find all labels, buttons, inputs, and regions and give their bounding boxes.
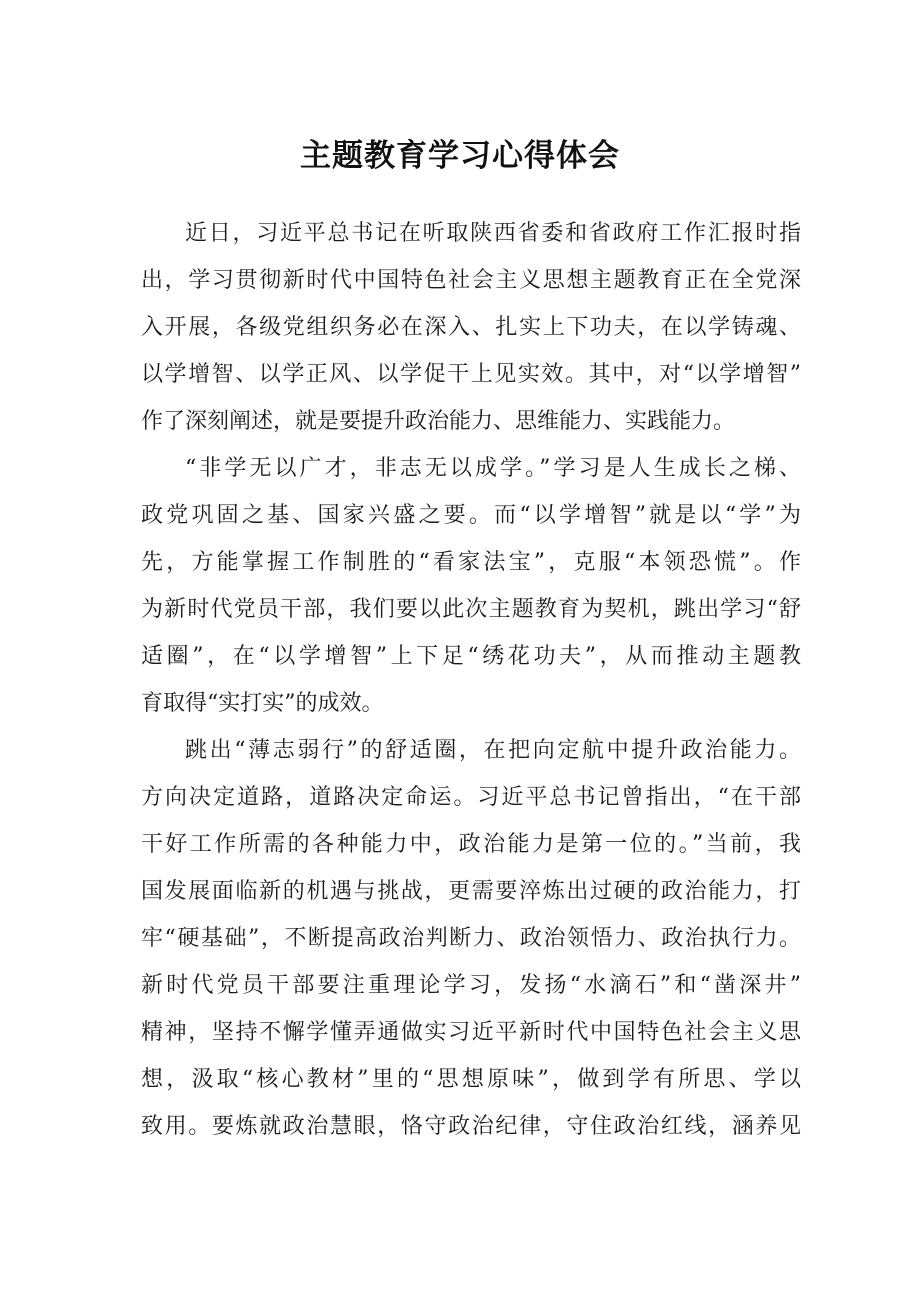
document-body bbox=[141, 210, 801, 1150]
paragraph-2-line-5: 适圈”，在“以学增智”上下足“绣花功夫”，从而推动主题教 bbox=[141, 644, 801, 669]
paragraph-1-line-3: 入开展，各级党组织务必在深入、扎实上下功夫，在以学铸魂、 bbox=[141, 315, 801, 340]
paragraph-3-line-8: 想，汲取“核心教材”里的“思想原味”，做到学有所思、学以 bbox=[141, 1067, 801, 1092]
paragraph-1-line-2: 出，学习贯彻新时代中国特色社会主义思想主题教育正在全党深 bbox=[141, 268, 801, 293]
paragraph-3-line-6: 新时代党员干部要注重理论学习，发扬“水滴石”和“凿深井” bbox=[141, 973, 801, 998]
paragraph-2-line-4: 为新时代党员干部，我们要以此次主题教育为契机，跳出学习“舒 bbox=[141, 597, 801, 622]
paragraph-2-line-6: 育取得“实打实”的成效。 bbox=[141, 691, 384, 716]
paragraph-2-line-1: “非学无以广才，非志无以成学。”学习是人生成长之梯、 bbox=[185, 456, 801, 481]
document-title: 主题教育学习心得体会 bbox=[300, 138, 620, 174]
paragraph-3-line-9: 致用。要炼就政治慧眼，恪守政治纪律，守住政治红线，涵养见 bbox=[141, 1114, 801, 1139]
paragraph-2-line-2: 政党巩固之基、国家兴盛之要。而“以学增智”就是以“学”为 bbox=[141, 503, 801, 528]
paragraph-1-line-5: 作了深刻阐述，就是要提升政治能力、思维能力、实践能力。 bbox=[141, 409, 736, 434]
paragraph-1-line-1: 近日，习近平总书记在听取陕西省委和省政府工作汇报时指 bbox=[185, 221, 801, 246]
paragraph-3-line-7: 精神，坚持不懈学懂弄通做实习近平新时代中国特色社会主义思 bbox=[141, 1020, 801, 1045]
paragraph-3-line-1: 跳出“薄志弱行”的舒适圈，在把向定航中提升政治能力。 bbox=[185, 738, 801, 763]
paragraph-3-line-3: 干好工作所需的各种能力中，政治能力是第一位的。”当前，我 bbox=[141, 832, 801, 857]
paragraph-3-line-2: 方向决定道路，道路决定命运。习近平总书记曾指出，“在干部 bbox=[141, 785, 801, 810]
paragraph-3-line-5: 牢“硬基础”，不断提高政治判断力、政治领悟力、政治执行力。 bbox=[141, 926, 801, 951]
paragraph-3-line-4: 国发展面临新的机遇与挑战，更需要淬炼出过硬的政治能力，打 bbox=[141, 879, 801, 904]
paragraph-1-line-4: 以学增智、以学正风、以学促干上见实效。其中，对“以学增智” bbox=[141, 362, 801, 387]
paragraph-2-line-3: 先，方能掌握工作制胜的“看家法宝”，克服“本领恐慌”。作 bbox=[141, 550, 801, 575]
